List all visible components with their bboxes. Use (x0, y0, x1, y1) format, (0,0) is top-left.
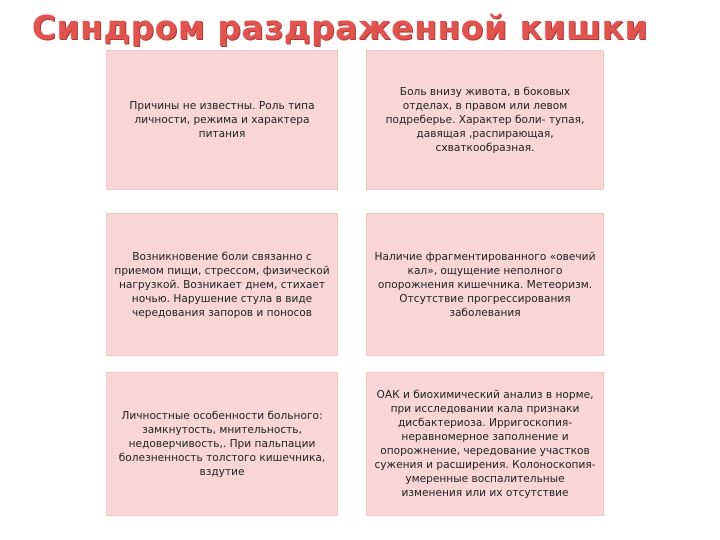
cell-pain (366, 50, 604, 190)
slide-title: Синдром раздраженной кишки (31, 8, 649, 47)
cell-personality (106, 372, 338, 516)
cell-pain-onset (106, 213, 338, 356)
cell-text: Боль внизу живота, в боковых отделах, в правом или левом подреберье. Характер боли- тупая, давящая ,распирающая, схваткообразная. (385, 86, 585, 154)
cell-stool (366, 213, 604, 356)
cell-text: Наличие фрагментированного «овечий кал», ощущение неполного опорожнения кишечника. Метеоризм. Отсутствие прогрессирования заболевания (374, 250, 596, 319)
cell-diagnostics (366, 372, 604, 516)
cell-text: Личностные особенности больного: замкнутость, мнительность, недоверчивость,. При пальпации болезненность толстого кишечника, вздутие (118, 410, 326, 478)
cell-text: Причины не известны. Роль типа личности, режима и характера питания (129, 100, 315, 140)
cell-causes (106, 50, 338, 190)
cell-text: ОАК и биохимический анализ в норме, при исследовании кала признаки дисбактериоза. Ирригоскопия- неравномерное заполнение и опорожнение, чередование участков сужения и расширения. Колоноскопия- умеренные воспалительные изменения или их отсутствие (374, 389, 596, 499)
cell-text: Возникновение боли связанно с приемом пищи, стрессом, физической нагрузкой. Возникает днем, стихает ночью. Нарушение стула в виде чередования запоров и поносов (114, 250, 330, 319)
